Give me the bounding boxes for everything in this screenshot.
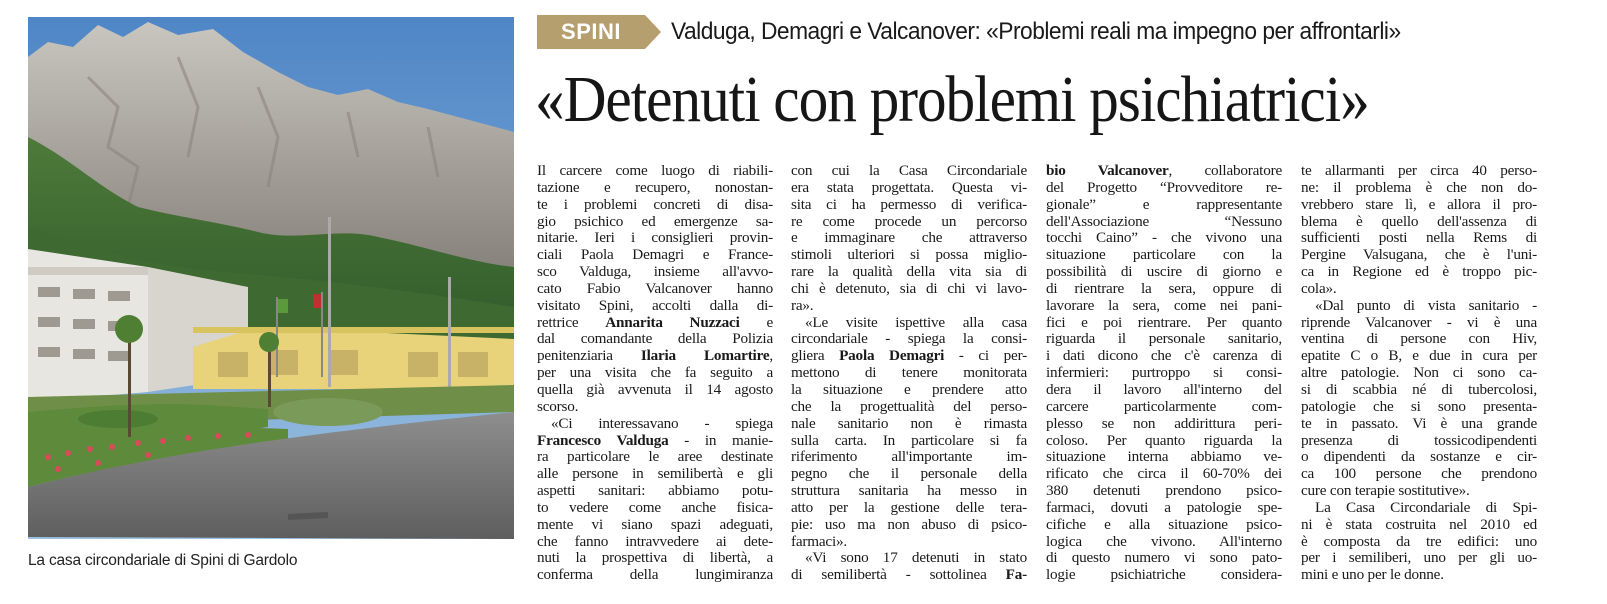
text-line <box>1046 382 1282 399</box>
text-run: che la progettualità del perso- <box>791 397 1027 415</box>
text-column-4 <box>1301 163 1537 584</box>
text-line <box>1301 163 1537 180</box>
text-run: è composta da tre edifici: uno <box>1301 532 1537 550</box>
text-run: rificato che circa il 60-70% dei <box>1046 465 1282 483</box>
text-line <box>1046 500 1282 517</box>
text-run: ne: il problema è che non do- <box>1301 178 1537 196</box>
text-line <box>537 264 773 281</box>
text-line <box>537 483 773 500</box>
text-line <box>1046 348 1282 365</box>
person-name-bold: Ilaria Lomartire <box>640 347 770 365</box>
text-run: vrebbero stare lì, e allora il pro- <box>1301 195 1537 213</box>
prison-photo-illustration <box>28 17 514 539</box>
text-run: la situazione e prendere atto <box>791 380 1027 398</box>
text-line <box>537 382 773 399</box>
text-line <box>791 550 1027 567</box>
text-line <box>791 416 1027 433</box>
text-line <box>537 567 773 584</box>
article-body <box>537 163 1535 583</box>
text-run: situazione interna abbiamo ve- <box>1046 448 1282 466</box>
text-line <box>1046 163 1282 180</box>
text-line <box>791 567 1027 584</box>
text-line <box>1301 567 1537 584</box>
text-run: possibilità di uscire di giorno e <box>1046 263 1282 281</box>
text-line <box>1046 483 1282 500</box>
text-run: , <box>769 347 773 365</box>
text-line <box>1046 264 1282 281</box>
text-line <box>1301 180 1537 197</box>
text-run: ni è stata costruita nel 2010 ed <box>1301 515 1537 533</box>
text-line <box>791 331 1027 348</box>
text-line <box>1301 197 1537 214</box>
text-run: gio psichico ed emergenze sa- <box>537 212 773 230</box>
text-run: stimoli ulteriori si possa miglio- <box>791 246 1027 264</box>
text-line <box>1046 281 1282 298</box>
text-line <box>791 382 1027 399</box>
text-run: nuti la prospettiva di libertà, a <box>537 549 773 567</box>
text-line <box>537 298 773 315</box>
text-run: mini e uno per le donne. <box>1301 566 1444 584</box>
text-line <box>537 348 773 365</box>
text-run: struttura sanitaria ha messo in <box>791 482 1027 500</box>
text-run: cato Fabio Valcanover hanno <box>537 279 773 297</box>
photo-caption: La casa circondariale di Spini di Gardolo <box>28 552 298 569</box>
text-line <box>1301 466 1537 483</box>
text-run: 380 detenuti prendono psico- <box>1046 482 1282 500</box>
text-run: fici e poi rientrare. Per quanto <box>1046 313 1282 331</box>
text-run: dera il lavoro all'interno del <box>1046 380 1282 398</box>
text-line <box>1046 197 1282 214</box>
text-line <box>1301 298 1537 315</box>
text-run: aspetti sanitari: abbiamo potu- <box>537 482 773 500</box>
text-run: patologie che si sono presenta- <box>1301 397 1537 415</box>
text-line <box>1301 315 1537 332</box>
text-run: per i semiliberi, uno per gli uo- <box>1301 549 1537 567</box>
text-run: sufficienti posti nella Rems di <box>1301 229 1537 247</box>
text-run: ra particolare le aree destinate <box>537 448 773 466</box>
text-run: ventina di persone con Hiv, <box>1301 330 1537 348</box>
text-line <box>1046 433 1282 450</box>
text-run: ca 100 persone che prendono <box>1301 465 1537 483</box>
text-run: sulla carta. In particolare si fa <box>791 431 1027 449</box>
text-line <box>791 281 1027 298</box>
text-line <box>791 348 1027 365</box>
text-line <box>1301 449 1537 466</box>
text-run: La Casa Circondariale di Spi- <box>1315 498 1537 516</box>
text-run: - in manie- <box>668 431 774 449</box>
text-run: farmaci, dovuti a patologie spe- <box>1046 498 1282 516</box>
text-run: re come procede un percorso <box>791 212 1027 230</box>
text-line <box>537 500 773 517</box>
text-line <box>1301 550 1537 567</box>
text-line <box>791 230 1027 247</box>
text-run: te i problemi concreti di disa- <box>537 195 773 213</box>
text-line <box>1046 466 1282 483</box>
text-run: to vedere come anche fisica- <box>537 498 773 516</box>
person-name-bold: bio Valcanover <box>1046 162 1169 179</box>
text-line <box>537 550 773 567</box>
text-run: logica che vivono. All'interno <box>1046 532 1282 550</box>
text-column-1 <box>537 163 773 584</box>
text-run: e <box>739 313 773 331</box>
text-run: gionale” e rappresentante <box>1046 195 1282 213</box>
text-line <box>1046 331 1282 348</box>
text-run: alle persone in semilibertà e gli <box>537 465 773 483</box>
text-run: atto per la gestione delle tera- <box>791 498 1027 516</box>
text-line <box>791 214 1027 231</box>
text-line <box>1046 399 1282 416</box>
text-run: sco Valduga, insieme all'avvo- <box>537 263 773 281</box>
text-run: ciali Paola Demagri e France- <box>537 246 773 264</box>
text-line <box>1046 214 1282 231</box>
person-name-bold: Paola Demagri <box>839 347 945 365</box>
text-line <box>1301 365 1537 382</box>
text-run: mettono di tenere monitorata <box>791 364 1027 382</box>
text-line <box>1301 214 1537 231</box>
text-run: - ci per- <box>944 347 1027 365</box>
text-line <box>791 449 1027 466</box>
text-run: situazione particolare con la <box>1046 246 1282 264</box>
text-run: Pergine Valsugana, che è l'uni- <box>1301 246 1537 264</box>
text-line <box>1046 298 1282 315</box>
text-line <box>1301 433 1537 450</box>
text-line <box>537 466 773 483</box>
text-line <box>791 433 1027 450</box>
text-run: logie psichiatriche considera- <box>1046 566 1282 584</box>
text-run: era stata progettata. Questa vi- <box>791 178 1027 196</box>
text-run: pie: uso ma non abuso di psico- <box>791 515 1027 533</box>
text-run: che fanno intravvedere ai dete- <box>537 532 773 550</box>
text-run: presenza di tossicodipendenti <box>1301 431 1537 449</box>
headline: «Detenuti con problemi psichiatrici» <box>535 63 1369 136</box>
text-run: tocchi Caino” - che vivono una <box>1046 229 1282 247</box>
text-run: Il carcere come luogo di riabili- <box>537 162 773 179</box>
text-run: dell'Associazione “Nessuno <box>1046 212 1282 230</box>
text-run: riferimento all'importante im- <box>791 448 1027 466</box>
person-name-bold: Annarita Nuzzaci <box>605 313 740 331</box>
text-line <box>537 315 773 332</box>
text-run: cure con terapie sostitutive». <box>1301 482 1470 500</box>
text-line <box>1046 365 1282 382</box>
text-line <box>537 416 773 433</box>
text-line <box>791 365 1027 382</box>
text-run: di semilibertà - sottolinea <box>791 566 1006 584</box>
text-run: con cui la Casa Circondariale <box>791 162 1027 179</box>
text-line <box>1301 534 1537 551</box>
text-line <box>1046 416 1282 433</box>
text-line <box>1301 416 1537 433</box>
text-line <box>791 500 1027 517</box>
text-line <box>537 534 773 551</box>
text-run: farmaci». <box>791 532 847 550</box>
text-line <box>791 264 1027 281</box>
text-line <box>537 399 773 416</box>
text-run: , collaboratore <box>1168 162 1282 179</box>
text-run: lavorare la sera, come nei pani- <box>1046 296 1282 314</box>
text-run: cola». <box>1301 279 1337 297</box>
text-line <box>791 197 1027 214</box>
text-line <box>1301 399 1537 416</box>
text-run: mente vi siano spazi adeguati, <box>537 515 773 533</box>
text-line <box>1301 382 1537 399</box>
text-line <box>537 197 773 214</box>
text-line <box>791 466 1027 483</box>
text-run: o dipendenti da sostanze e cir- <box>1301 448 1537 466</box>
text-column-3 <box>1046 163 1282 584</box>
text-line <box>537 180 773 197</box>
text-line <box>1301 483 1537 500</box>
text-line <box>1301 264 1537 281</box>
section-tag <box>537 15 661 49</box>
person-name-bold: Francesco Valduga <box>537 431 669 449</box>
text-run: riprende Valcanover - vi è una <box>1301 313 1537 331</box>
text-run: ra». <box>791 296 814 314</box>
text-run: sita ci ha permesso di verifica- <box>791 195 1027 213</box>
text-line <box>1046 230 1282 247</box>
text-line <box>791 298 1027 315</box>
text-run: «Dal punto di vista sanitario - <box>1315 296 1537 314</box>
text-line <box>1046 449 1282 466</box>
text-run: epatite C o B, e due in cura per <box>1301 347 1537 365</box>
section-tag-label: SPINI <box>561 19 621 44</box>
text-run: conferma della lungimiranza <box>537 566 773 584</box>
text-run: plesso se non addirittura peri- <box>1046 414 1282 432</box>
text-run: «Ci interessavano - spiega <box>551 414 773 432</box>
text-line <box>537 214 773 231</box>
text-line <box>537 163 773 180</box>
text-line <box>791 517 1027 534</box>
text-run: visitato Spini, accolti dalla di- <box>537 296 773 314</box>
text-line <box>1046 517 1282 534</box>
text-line <box>537 281 773 298</box>
text-run: di rientrare la sera, oppure di <box>1046 279 1282 297</box>
text-run: coloso. Per quanto riguarda la <box>1046 431 1282 449</box>
text-run: te allarmanti per circa 40 perso- <box>1301 162 1537 179</box>
text-line <box>537 230 773 247</box>
text-run: tazione e recupero, nonostan- <box>537 178 773 196</box>
text-line <box>791 483 1027 500</box>
text-run: dal comandante della Polizia <box>537 330 773 348</box>
text-run: chi è detenuto, sia di chi vi lavo- <box>791 279 1027 297</box>
text-run: e immaginare che attraverso <box>791 229 1027 247</box>
text-line <box>537 449 773 466</box>
text-run: te in passato. Vi è una grande <box>1301 414 1537 432</box>
text-run: riguarda il personale sanitario, <box>1046 330 1282 348</box>
text-run: i dati dicono che c'è carenza di <box>1046 347 1282 365</box>
text-line <box>537 331 773 348</box>
text-run: si di scabbia né di tubercolosi, <box>1301 380 1537 398</box>
text-line <box>1046 315 1282 332</box>
text-run: di questo numero vi sono pato- <box>1046 549 1282 567</box>
text-line <box>1046 534 1282 551</box>
text-run: rettrice <box>537 313 606 331</box>
text-line <box>537 247 773 264</box>
text-run: nale sanitario non è rimasta <box>791 414 1027 432</box>
text-line <box>1301 230 1537 247</box>
text-line <box>1046 550 1282 567</box>
text-column-2 <box>791 163 1027 584</box>
text-run: pegno che il personale della <box>791 465 1027 483</box>
text-line <box>1301 348 1537 365</box>
person-name-bold: Fa- <box>1005 566 1027 584</box>
text-line <box>1046 180 1282 197</box>
text-line <box>1301 500 1537 517</box>
text-line <box>791 399 1027 416</box>
text-line <box>791 163 1027 180</box>
text-line <box>1301 281 1537 298</box>
kicker-subheadline: Valduga, Demagri e Valcanover: «Problemi reali ma impegno per affrontarli» <box>671 18 1401 45</box>
text-line <box>1046 247 1282 264</box>
text-run: rare la qualità della vita sia di <box>791 263 1027 281</box>
text-line <box>537 433 773 450</box>
text-run: circondariale - spiega la consi- <box>791 330 1027 348</box>
text-line <box>791 534 1027 551</box>
text-run: per una visita che fa seguito a <box>537 364 773 382</box>
text-run: «Le visite ispettive alla casa <box>805 313 1027 331</box>
text-line <box>1046 567 1282 584</box>
text-line <box>791 247 1027 264</box>
text-run: cifiche e alla situazione psico- <box>1046 515 1282 533</box>
text-run: altre patologie. Non ci sono ca- <box>1301 364 1537 382</box>
text-run: del Progetto “Provveditore re- <box>1046 178 1282 196</box>
text-line <box>1301 517 1537 534</box>
text-line <box>1301 331 1537 348</box>
text-run: «Vi sono 17 detenuti in stato <box>805 549 1027 567</box>
text-run: quella già avvenuta il 14 agosto <box>537 380 773 398</box>
text-line <box>537 365 773 382</box>
text-line <box>791 180 1027 197</box>
text-run: nitarie. Ieri i consiglieri provin- <box>537 229 773 247</box>
text-line <box>1301 247 1537 264</box>
text-run: penitenziaria <box>537 347 641 365</box>
text-run: scorso. <box>537 397 579 415</box>
text-line <box>791 315 1027 332</box>
article-photo <box>28 17 514 539</box>
text-run: ca in Regione ed è troppo pic- <box>1301 263 1537 281</box>
text-run: gliera <box>791 347 840 365</box>
text-run: blema è quello dell'assenza di <box>1301 212 1537 230</box>
text-line <box>537 517 773 534</box>
text-run: infermieri: purtroppo si consi- <box>1046 364 1282 382</box>
text-run: carcere particolarmente com- <box>1046 397 1282 415</box>
